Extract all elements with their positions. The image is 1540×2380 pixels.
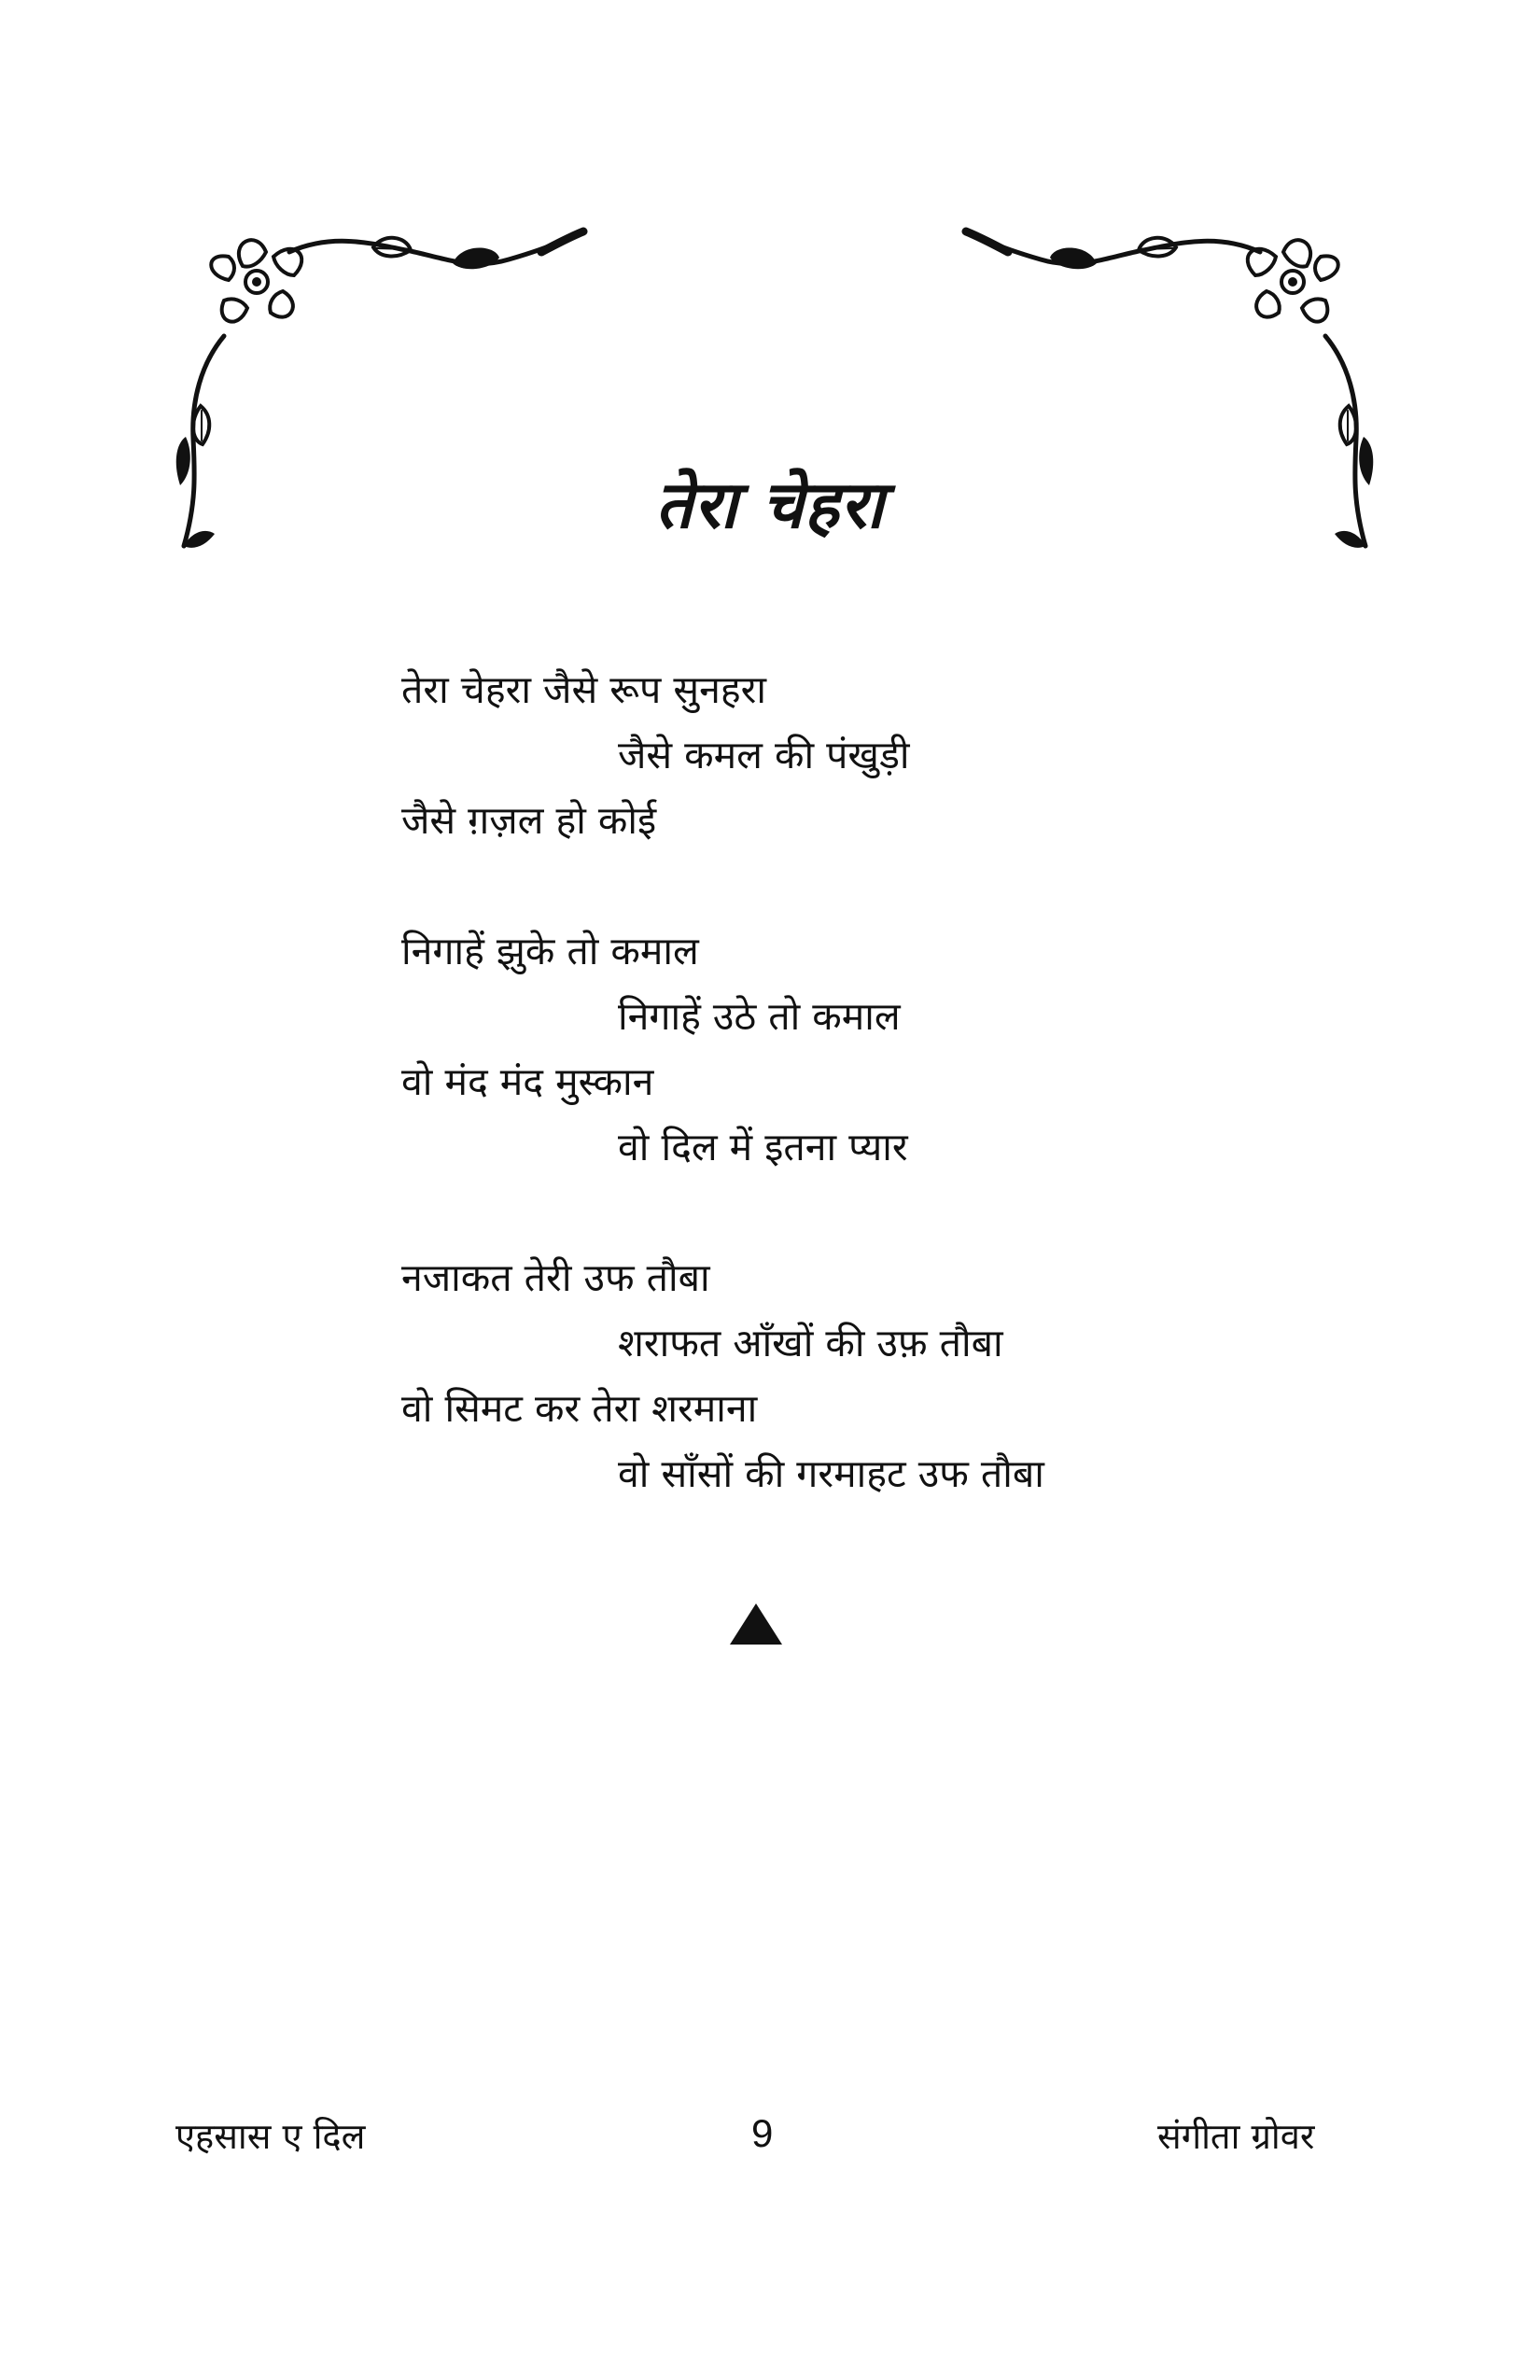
poem-line: वो सिमट कर तेरा शरमाना: [401, 1386, 758, 1431]
poem-line: निगाहें उठे तो कमाल: [618, 994, 901, 1039]
footer-author: संगीता ग्रोवर: [1157, 2116, 1315, 2157]
poem-line: निगाहें झुके तो कमाल: [401, 929, 699, 973]
poem-line: वो मंद मंद मुस्कान: [401, 1059, 654, 1104]
poem-line: नजाकत तेरी उफ तौबा: [401, 1255, 710, 1300]
poem-line: वो साँसों की गरमाहट उफ तौबा: [618, 1451, 1044, 1496]
page-number: 9: [751, 2111, 774, 2155]
footer-book-title: एहसास ए दिल: [175, 2116, 366, 2157]
poem-line: शराफत आँखों की उफ़ तौबा: [618, 1321, 1003, 1365]
poem-line: जैसे ग़ज़ल हो कोई: [401, 798, 657, 843]
poem-title: तेरा चेहरा: [655, 466, 885, 543]
poem-line: तेरा चेहरा जैसे रूप सुनहरा: [401, 667, 766, 712]
poem-line: वो दिल में इतना प्यार: [618, 1125, 908, 1169]
poem-line: जैसे कमल की पंखुड़ी: [618, 733, 910, 777]
triangle-icon: [730, 1603, 782, 1645]
